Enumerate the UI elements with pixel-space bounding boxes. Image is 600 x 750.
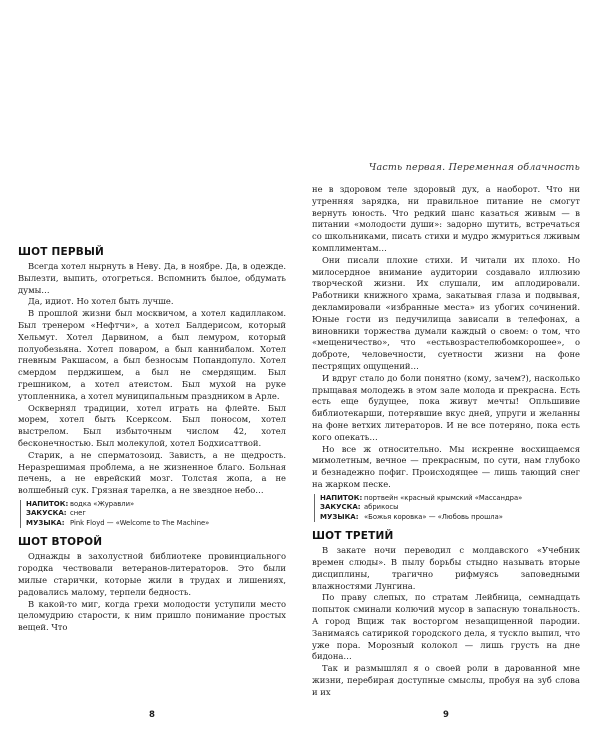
paragraph: Однажды в захолустной библиотеке провинциального городка чествовали ветеранов-литераторов. Это были милые старички, которые жили в трудах и лишениях, радовались малому, терпели бедность. xyxy=(18,551,286,597)
pairing-drink: НАПИТОК: водка «Журавли» xyxy=(26,499,135,508)
paragraph: В закате ночи переводил с молдавского «Учебник времен слюды». В пылу борьбы стыдно называть вторые дисциплины, трагично рифмуясь заповедными влажностями Лунгина. xyxy=(312,545,580,591)
left-page xyxy=(18,0,286,750)
paragraph: В прошлой жизни был москвичом, а хотел кадиллаком. Был тренером «Нефтчи», а хотел Балдерисом, который Хельмут. Хотел Дарвином, а был лемуром, который полуобезьяна. Хотел поваром, а был каннибалом. Хотел гневным Ракшасом, а был безносым Попандопуло. Хотел смердом перджишем, а был не смердящим. Был грешником, а хотел атеистом. Был мухой на руке утопленника, а хотел муниципальным праздником в Арле. xyxy=(18,308,286,401)
pairing-music: МУЗЫКА: Pink Floyd — «Welcome to The Machine» xyxy=(26,518,210,527)
paragraph: Осквернял традиции, хотел играть на флейте. Был морем, хотел быть Ксерксом. Был поносом, хотел выстрелом. Был избыточным числом 42, хотел бесконечностью. Был молекулой, хотел Бодхисаттвой. xyxy=(18,402,286,448)
pairing-drink: НАПИТОК: портвейн «красный крымский «Массандра» xyxy=(320,493,523,502)
pairing-snack: ЗАКУСКА: абрикосы xyxy=(320,503,399,512)
pairing-music: МУЗЫКА: «Божья коровка» — «Любовь прошла» xyxy=(320,512,503,521)
pairing-box xyxy=(20,500,286,529)
section-title-shot-2: ШОТ ВТОРОЙ xyxy=(18,536,103,549)
pairing-snack: ЗАКУСКА: снег xyxy=(26,509,86,518)
running-head: Часть первая. Переменная облачность xyxy=(368,162,580,173)
paragraph: Так и размышлял я о своей роли в дарованной мне жизни, перебирая доступные смыслы, пробуя на зуб слова и их xyxy=(312,663,580,697)
paragraph: По праву слепых, по стратам Лейбница, семнадцать попыток сминали колючий мусор в запасную тональность. А город Вщиж так восторгом незащищенной пародии. Занимаясь сатирикой городского дела, я тускло выпил, что уже пора. Морозный колокол — лишь грусть на дне бидона… xyxy=(312,592,580,662)
paragraph: Но все ж относительно. Мы искренне восхищаемся мимолетным, вечное — прекрасным, по сути, нам глубоко и безнадежно пофиг. Происходящее — лишь тающий снег на жарком песке. xyxy=(312,443,580,489)
right-page xyxy=(312,0,580,750)
section-title-shot-3: ШОТ ТРЕТИЙ xyxy=(312,530,394,543)
paragraph: Всегда хотел нырнуть в Неву. Да, в ноябре. Да, в одежде. Вылезти, выпить, отогреться. Вспомнить былое, обдумать думы… xyxy=(18,261,286,295)
paragraph: не в здоровом теле здоровый дух, а наоборот. Что ни утренняя зарядка, ни правильное питание не смогут вернуть юность. Что редкий шанс казаться живым — в питании «молодости души»: задорно шутить, встречаться со школьниками, писать стихи и мудро жмуриться лживым комплиментам… xyxy=(312,184,580,253)
left-column xyxy=(18,246,286,634)
paragraph: В какой-то миг, когда грехи молодости уступили место целомудрию старости, к ним пришло понимание простых вещей. Что xyxy=(18,598,286,633)
section-title-shot-1: ШОТ ПЕРВЫЙ xyxy=(18,246,105,258)
paragraph: Да, идиот. Но хотел быть лучше. xyxy=(28,296,174,307)
paragraph: Старик, а не сперматозоид. Зависть, а не щедрость. Неразрешимая проблема, а не жизненное благо. Больная печень, а не еврейский мозг. Толстая жопа, а не волшебный сук. Грязная тарелка, а не звездное небо… xyxy=(18,449,286,496)
paragraph: Они писали плохие стихи. И читали их плохо. Но милосердное внимание аудитории создавало иллюзию творческой жизни. Их слушали, им аплодировали. Работники книжного храма, закатывая глаза и подвывая, декламировали «избранные места» из убогих сочинений. Юные гости из педучилища зависали в телефонах, а виновники торжества думали каждый о своем: о том, что «мещеничество», что «естьвозрастелюбомкорошее», о доброте, человечности, суетности жизни на фоне пестрящих ощущений… xyxy=(312,254,580,371)
right-column xyxy=(312,184,580,699)
paragraph: И вдруг стало до боли понятно (кому, зачем?), насколько прыщавая молодежь в этом зале молода и прекрасна. Есть есть еще будущее, пока живут мечты! Опльшивие библиотекарши, потерявшие вкус дней, упруги и желанны на фоне ветхих литераторов. И не все потеряно, пока есть кого опекать… xyxy=(312,372,580,442)
page-number-left: 8 xyxy=(149,710,155,720)
page-number-right: 9 xyxy=(443,710,449,720)
pairing-box xyxy=(314,494,580,523)
